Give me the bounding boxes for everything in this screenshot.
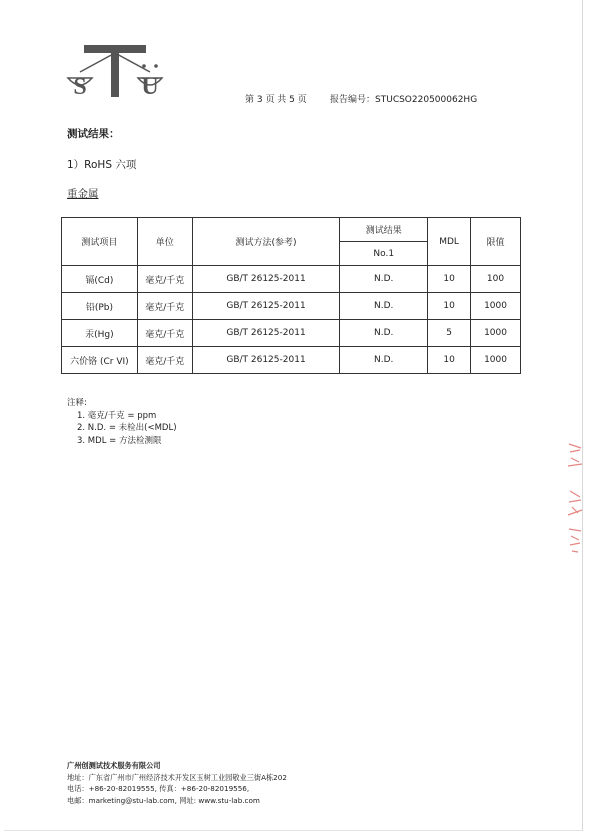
cell-result: N.D.	[340, 320, 428, 347]
seal-stamp-fragment	[566, 440, 584, 470]
cell-limit: 100	[471, 266, 521, 293]
cell-result: N.D.	[340, 347, 428, 374]
cell-unit: 毫克/千克	[137, 266, 192, 293]
note-item: 2. N.D. = 未检出(<MDL)	[77, 423, 177, 433]
seal-stamp-fragment	[566, 488, 584, 518]
cell-limit: 1000	[471, 320, 521, 347]
cell-method: GB/T 26125-2011	[192, 293, 340, 320]
report-number-value: STUCSO220500062HG	[375, 95, 478, 105]
cell-limit: 1000	[471, 293, 521, 320]
cell-unit: 毫克/千克	[137, 293, 192, 320]
cell-mdl: 10	[428, 293, 471, 320]
report-number	[330, 92, 477, 105]
footer-company: 广州创测试技术服务有限公司	[67, 761, 161, 770]
cell-method: GB/T 26125-2011	[192, 320, 340, 347]
cell-result: N.D.	[340, 266, 428, 293]
cell-item: 六价铬 (Cr VI)	[62, 347, 138, 374]
cell-item: 铅(Pb)	[62, 293, 138, 320]
group-title: 重金属	[67, 188, 99, 200]
header-method: 测试方法(参考)	[192, 218, 340, 266]
cell-item: 镉(Cd)	[62, 266, 138, 293]
cell-mdl: 5	[428, 320, 471, 347]
table-row	[62, 266, 521, 293]
results-table	[61, 217, 521, 374]
cell-method: GB/T 26125-2011	[192, 266, 340, 293]
cell-result: N.D.	[340, 293, 428, 320]
table-row	[62, 293, 521, 320]
subsection-title: 1）RoHS 六项	[67, 159, 137, 171]
header-limit: 限值	[471, 218, 521, 266]
cell-mdl: 10	[428, 266, 471, 293]
cell-mdl: 10	[428, 347, 471, 374]
header-result: 测试结果	[340, 218, 428, 242]
footer	[67, 760, 287, 806]
table-row	[62, 320, 521, 347]
footer-address: 地址：广东省广州市广州经济技术开发区玉树工业园敬业三街A栋202	[67, 772, 287, 782]
cell-unit: 毫克/千克	[137, 347, 192, 374]
stu-logo	[66, 42, 164, 102]
svg-text:U: U	[141, 74, 159, 100]
note-item: 1. 毫克/千克 = ppm	[77, 410, 157, 421]
header-sample: No.1	[340, 242, 428, 266]
cell-item: 汞(Hg)	[62, 320, 138, 347]
footer-phone: 电话：+86-20-82019555, 传真：+86-20-82019556,	[67, 784, 250, 793]
header-mdl: MDL	[428, 218, 471, 266]
notes-title: 注释:	[67, 398, 87, 408]
header-item: 测试项目	[62, 218, 138, 266]
header-unit: 单位	[137, 218, 192, 266]
seal-stamp-fragment	[566, 524, 584, 554]
footer-email: 电邮：marketing@stu-lab.com, 网址: www.stu-lab.com	[67, 795, 260, 805]
section-title: 测试结果：	[67, 128, 120, 140]
cell-limit: 1000	[471, 347, 521, 374]
report-number-label: 报告编号：	[330, 95, 376, 105]
table-row	[62, 347, 521, 374]
page-info: 第 3 页 共 5 页	[245, 95, 307, 105]
svg-text:S: S	[73, 74, 87, 100]
notes	[67, 397, 177, 447]
note-item: 3. MDL = 方法检测限	[77, 435, 162, 446]
cell-unit: 毫克/千克	[137, 320, 192, 347]
cell-method: GB/T 26125-2011	[192, 347, 340, 374]
